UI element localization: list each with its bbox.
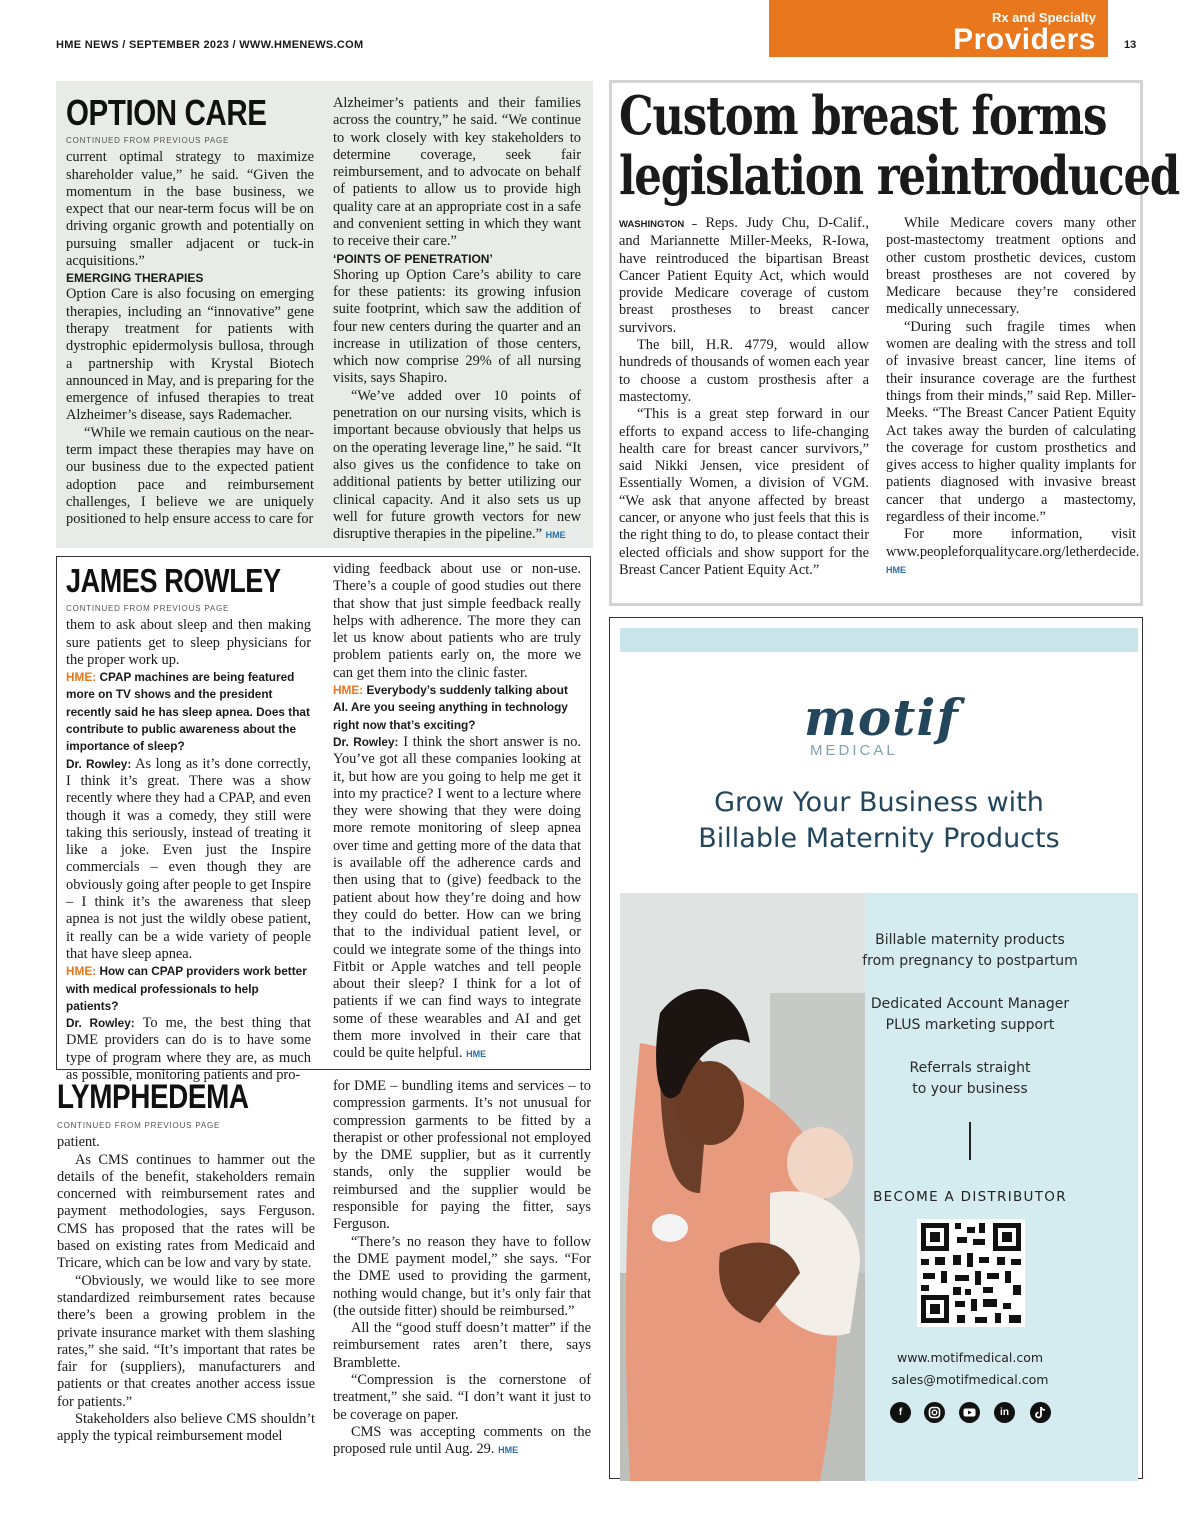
lymphedema-title: LYMPHEDEMA [57,1078,249,1116]
custom-breast-p3: “This is a great step forward in our efforts to expand access to life-changing health care for breast cancer survivors,” said Nikki Jensen, vice president of Essentially Women, a division of VGM. “We ask that anyone affected by breast cancer, or anyone who just feels that this is the right thing to do, to please contact their elected officials and show support for the Breast Cancer Patient Equity Act.” [619,406,869,578]
end-tag: HME [886,564,906,575]
interview-question-2: HME: How can CPAP providers work better with medical professionals to help patients? [66,964,307,1013]
facebook-icon[interactable]: f [890,1402,911,1423]
tiktok-icon[interactable] [1030,1402,1051,1423]
interview-answer-2-cont: viding feedback about use or non-use. There’s a couple of good studies out there that show that just simple feedback really helps with adherence. The more they can let us know about patients who are truly problem patients early on, the more we can get them into the clinic faster. [333,561,581,681]
option-care-subhead-1: EMERGING THERAPIES [66,271,204,286]
linkedin-icon[interactable]: in [994,1402,1015,1423]
option-care-p4: Alzheimer’s patients and their families across the country,” he said. “We continue to work closely with key stakeholders to determine coverage, seek fair reimbursement, and to advocate on behalf of patients to allow us to provide high quality care at an appropriate cost in a safe and convenient setting in which they want to receive their care.” [333,95,581,250]
option-care-title: OPTION CARE [66,92,267,133]
custom-breast-p5: “During such fragile times when women are dealing with the stress and toll of invasive breast cancer, line items of their insurance coverage are the furthest things from their minds,” said Rep. Miller-Meeks. “The Breast Cancer Patient Equity Act takes away the burden of calculating the coverage for custom prosthetics and gives access to higher quality implants for patients diagnosed with invasive breast cancer that undergo a mastectomy, regardless of their income.” [886,318,1136,526]
section-name: Providers [953,23,1096,56]
section-kicker: Rx and Specialty [991,10,1096,25]
lymphedema-p7: All the “good stuff doesn’t matter” if the reimbursement rates aren’t there, says Bramblette. [333,1320,591,1371]
section-tab [769,0,1108,57]
motif-logo-sub: MEDICAL [810,742,898,759]
lymphedema-col-1 [57,1077,315,1487]
motif-logo: motif [804,688,959,747]
end-tag: HME [466,1049,487,1060]
custom-breast-p1: WASHINGTON – Reps. Judy Chu, D-Calif., and Mariannette Miller-Meeks, R-Iowa, have reintroduced the bipartisan Breast Cancer Patient Equity Act, which would provide Medicare coverage of custom breast prostheses to breast cancer survivors. [619,215,869,336]
lymphedema-p4: Stakeholders also believe CMS shouldn’t apply the typical reimbursement model [57,1411,315,1445]
custom-breast-p2: The bill, H.R. 4779, would allow hundreds of thousands of women each year to choose a custom prosthesis after a mastectomy. [619,337,869,405]
lymphedema-p9: CMS was accepting comments on the proposed rule until Aug. 29. HME [333,1423,591,1458]
lymphedema-continued: CONTINUED FROM PREVIOUS PAGE [57,1121,221,1130]
custom-breast-headline: Custom breast forms legislation reintroduced [619,85,1180,207]
lymphedema-p6: “There’s no reason they have to follow the DME payment model,” she says. “For the DME used to providing the garment, nothing would change, but it’s only fair that (the outside fitter) should be reimbursed.” [333,1233,591,1319]
option-care-subhead-2: ‘POINTS OF PENETRATION’ [333,251,493,266]
end-tag: HME [545,530,566,541]
youtube-icon[interactable] [959,1402,980,1423]
interview-question-1: HME: CPAP machines are being featured more on TV shows and the president recently said he has sleep apnea. Does that contribute to public awareness about the importance of sleep? [66,670,310,754]
instagram-icon[interactable] [924,1402,945,1423]
lymphedema-p1: patient. [57,1134,100,1151]
custom-breast-col-1 [619,215,869,599]
become-distributor-cta[interactable]: BECOME A DISTRIBUTOR [873,1189,1067,1205]
lymphedema-p3: “Obviously, we would like to see more standardized reimbursement rates because there’s been a growing problem in the private insurance market with them slashing rates,” she said. “It’s important that rates be fair for (suppliers), manufacturers and patients or that creates another access issue for patients.” [57,1272,315,1410]
interview-answer-2: Dr. Rowley: To me, the best thing that DME providers can do is to have some type of program where they are, as much as possible, monitoring patients and pro- [66,1015,312,1084]
option-care-col-2 [333,95,581,547]
james-rowley-title: JAMES ROWLEY [66,562,281,599]
ad-bullet-1: Billable maternity products from pregnancy to postpartum [862,932,1078,969]
james-rowley-col-2 [333,561,581,1066]
lymphedema-p2: As CMS continues to hammer out the details of the benefit, stakeholders remain concerned with reimbursement rates and payment methodologies, says Ferguson. CMS has proposed that the rates will be based on existing rates from Medicaid and Tricare, which can be low and vary by state. [57,1151,315,1272]
option-care-p6: “We’ve added over 10 points of penetration on our nursing visits, which is important because obviously that helps us on the operating leverage line,” he said. “It also gives us the confidence to take on additional patients by better utilizing our clinical capacity. And it also sets us up well for future growth vectors for new disruptive therapies in the pipeline.” HME [333,387,581,543]
qr-code[interactable] [917,1219,1025,1327]
custom-breast-p6: For more information, visit www.peopleforqualitycare.org/letherdecide. HME [886,526,1140,575]
james-rowley-col-1 [66,562,312,1084]
end-tag: HME [498,1445,519,1456]
lymphedema-p5: for DME – bundling items and services – to compression garments. It’s not unusual for compression garments to be fitted by a therapist or other professional not employed by the DME supplier, but as it currently stands, only the supplier would be reimbursed and the supplier would be responsible for paying the fitter, says Ferguson. [333,1078,591,1233]
interview-answer-1: Dr. Rowley: As long as it’s done correctly, I think it’s great. There was a show recently where they had a CPAP, and even though it was a comedy, they still were taking this seriously, instead of treating it like a joke. Even just the Inspire commercials – even though they are obviously going after people to get Inspire – I think it’s the awareness that sleep apnea is not just the wildly obese patient, it really can be a wide variety of people that have sleep apnea. [66,755,311,962]
option-care-p3: “While we remain cautious on the near-term impact these therapies may have on our business due to the expected patient adoption pace and reimbursement challenges, I believe we are uniquely positioned to help ensure access to care for [66,424,314,528]
lymphedema-col-2 [333,1078,591,1488]
option-care-p2: Option Care is also focusing on emerging therapies, including an “innovative” gene therapy treatment for patients with dystrophic epidermolysis bullosa, through a partnership with Krystal Biotech announced in May, and is preparing for the emergence of infused therapies to treat Alzheimer’s disease, says Rademacher. [66,286,314,424]
interview-answer-3: Dr. Rowley: I think the short answer is no. You’ve got all these companies looking at it, but how are you going to help me get it into my practice? I went to a lecture where they were showing that they were doing more remote monitoring of sleep apnea over time and getting more of the data that is available off the adherence cards and then using that to (give) feedback to the patient about how they’re doing and how they could do better. How can we bring that to the individual patient level, or could we integrate some of the things into Fitbit or Apple watches and tell people about their sleep? I think for a lot of patients if we can find ways to integrate some of these wearables and AI and get them more involved in their care that could be quite helpful. HME [333,733,581,1062]
custom-breast-p4: While Medicare covers many other post-mastectomy treatment options and other custom prosthetic devices, custom breast prostheses are not covered by Medicare because they’re considered medically unnecessary. [886,215,1136,318]
folio: HME NEWS / SEPTEMBER 2023 / WWW.HMENEWS.COM [56,39,364,51]
james-rowley-continued: CONTINUED FROM PREVIOUS PAGE [66,604,230,613]
option-care-continued: CONTINUED FROM PREVIOUS PAGE [66,136,230,145]
ad-website[interactable]: www.motifmedical.com [896,1350,1044,1365]
james-rowley-p1: them to ask about sleep and then making sure patients get to sleep physicians for the proper work up. [66,617,311,668]
mother-baby-photo [620,893,865,1481]
custom-breast-col-2 [886,215,1140,599]
lymphedema-p8: “Compression is the cornerstone of treatment,” she said. “I don’t want it just to be coverage on paper. [333,1372,591,1423]
option-care-p5: Shoring up Option Care’s ability to care for these patients: its growing infusion suite footprint, which saw the addition of four new centers during the quarter and an increase in utilization of those centers, which now comprise 29% of all nursing visits, says Shapiro. [333,266,581,387]
ad-email[interactable]: sales@motifmedical.com [891,1372,1049,1387]
option-care-col-1 [66,92,314,544]
ad-bullet-2: Dedicated Account Manager PLUS marketing support [870,996,1070,1033]
ad-top-band [620,628,1138,652]
ad-bullet-3: Referrals straight to your business [909,1060,1031,1097]
ad-divider [969,1122,971,1160]
interview-question-3: HME: Everybody’s suddenly talking about AI. Are you seeing anything in technology right now that’s exciting? [333,683,568,732]
page-number: 13 [1124,39,1137,51]
ad-headline: Grow Your Business with Billable Maternity Products [698,787,1060,854]
option-care-p1: current optimal strategy to maximize shareholder value,” he said. “Given the momentum in the base business, we expect that our near-term focus will be on driving organic growth and potentially on pursuing smaller adjacent or tuck-in acquisitions.” [66,149,314,270]
